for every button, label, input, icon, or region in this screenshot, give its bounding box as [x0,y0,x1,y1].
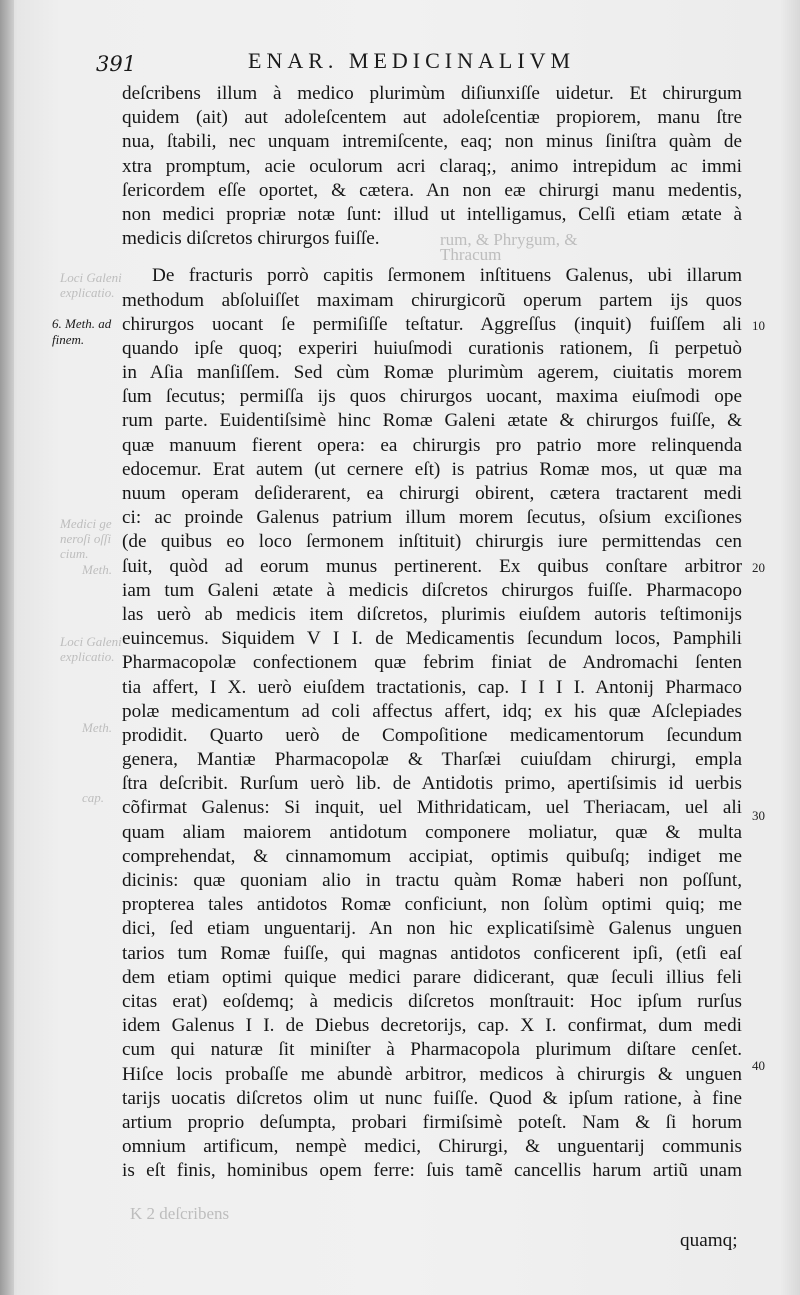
text-line: deſcribens illum à medico plurimùm diſiunxiſſe uidetur. Et chirurgum [122,83,742,104]
show-through-note: Meth. [82,720,112,735]
text-line: quidem (ait) aut adoleſcentem aut adoleſcentiæ propiorem, manu ſtre [122,107,742,129]
text-line: edocemur. Erat autem (ut cernere eſt) is patrius Romæ mos, ut quæ ma [122,458,742,480]
paragraph-first-line: De fracturis porrò capitis ſermonem inſtituens Galenus, ubi illarum [152,265,742,287]
show-through-line: K 2 deſcribens [130,1204,230,1223]
text-line: nua, ſtabili, nec unquam intremiſcente, eaq; non minus ſiniſtra quàm de [122,131,742,153]
text-line: is eſt finis, hominibus opem ferre: ſuis tamẽ cancellis harum artiũ unam [122,1160,742,1182]
text-line: quam aliam maiorem antidotum componere moliatur, quæ & multa [122,821,742,843]
text-line: dici, ſed etiam unguentarij. An non hic explicatiſsimè Galenus unguen [122,918,742,940]
text-line: idem Galenus I I. de Diebus decretorijs, cap. X I. confirmat, dum medi [122,1015,742,1037]
show-through-note: Loci Galeni explicatio. [60,634,122,664]
text-line: las uerò ab medicis item diſcretos, plurimis eiuſdem autoris teſtimonijs [122,603,742,625]
text-line: dicinis: quæ quoniam alio in tractu quàm Romæ haberi non poſſunt, [122,870,742,891]
text-line: tia affert, I X. uerò eiuſdem tractationis, cap. I I I I. Antonij Pharmaco [122,676,742,698]
text-line: in Aſia manſiſſem. Sed cùm Romæ plurimùm agerem, ciuitatis morem [122,362,742,384]
show-through-line: rum, & Phrygum, & Thracum [440,230,578,264]
line-number: 40 [752,1058,765,1073]
text-line: xtra promptum, acie oculorum acri claraq;, animo intrepidum ac immi [122,155,742,177]
text-line: medicis diſcretos chirurgos fuiſſe. [122,228,380,250]
text-line: tarijs uocatis diſcretos olim ut nunc fuiſſe. Quod & ipſum ratione, à fine [122,1087,742,1109]
text-line: citas erat) eoſdemq; à medicis diſcretos monſtrauit: Hoc ipſum rurſus [122,990,742,1012]
text-line: propterea tales antidotos Romæ conficiunt, non ſolùm optimi quiq; me [122,894,742,916]
text-line: Pharmacopolæ confectionem quæ febrim finiat de Andromachi ſenten [122,652,742,674]
line-number: 10 [752,318,765,333]
text-line: ſtra deſcribit. Rurſum uerò lib. de Antidotis primo, apertiſsimis id uerbis [122,773,742,795]
text-line: iam tum Galeni ætate à medicis diſcretos chirurgos fuiſſe. Pharmacopo [122,579,742,601]
text-line: rum parte. Euidentiſsimè hinc Romæ Galeni ætate & chirurgos fuiſſe, & [122,410,742,432]
page-number: 391 [96,52,137,76]
show-through-note: Meth. [82,562,112,577]
text-line: ci: ac proinde Galenus patrium illum morem ſecutus, oſsium exciſiones [122,507,742,529]
text-line: polæ medicamentum ad coli affectus affert, idq; ex his quæ Aſclepiades [122,700,742,722]
catchword: quamq; [680,1230,738,1251]
line-number: 20 [752,560,765,575]
text-line: (de quibus eo loco ſermonem inſtituit) chirurgis iure permittendas cen [122,531,742,553]
running-title: ENAR. MEDICINALIVM [248,48,576,73]
text-line: cum qui naturæ ſit miniſter à Pharmacopola plurimum diſtare cenſet. [122,1039,742,1061]
text-line: genera, Mantiæ Pharmacopolæ & Tharſæi cuiuſdam chirurgi, empla [122,749,742,771]
text-line: ſericordem eſſe oportet, & cætera. An non eæ chirurgi manu medentis, [122,179,742,201]
line-number: 30 [752,808,765,823]
text-line: comprehendat, & cinnamomum accipiat, optimis quibuſq; indiget me [122,845,742,867]
text-line: omnium artificum, nempè medici, Chirurgi, & unguentarij communis [122,1136,742,1158]
text-line: non medici propriæ notæ ſunt: illud ut intelligamus, Celſi etiam ætate à [122,203,742,225]
text-line: chirurgos uocant ſe permiſiſſe teſtatur. Aggreſſus (inquit) fuiſſem ali [122,313,742,335]
text-line: ſuit, quòd ad eorum munus pertinerent. Ex quibus conſtare arbitror [122,555,742,577]
text-line: artium proprio deſumpta, probari firmiſsimè poteſt. Nam & ſi horum [122,1111,742,1133]
text-line: cõfirmat Galenus: Si inquit, uel Mithridaticam, uel Theriacam, uel ali [122,797,742,819]
show-through-note: Medici ge neroſi oſſi cium. [60,516,112,561]
text-line: euincemus. Siquidem V I I. de Medicamentis ſecundum locos, Pamphili [122,628,742,650]
text-line: nuum operam deſiderarent, ea chirurgi obirent, cætera tractarent medi [122,483,742,504]
show-through-note: cap. [82,790,105,805]
text-line: ſum ſecutus; permiſſa ijs quos chirurgos uocant, maxima eiuſmodi ope [122,386,742,408]
text-line: dem etiam optimi quique medici parare didicerant, quæ ſeculi illius feli [122,966,742,988]
binding-shadow [0,0,14,1295]
body-text [122,82,742,1183]
text-line: Hiſce locis probaſſe me abundè arbitror, medicos à chirurgis & unguen [122,1063,742,1085]
text-line: prodidit. Quarto uerò de Compoſitione medicamentorum ſecundum [122,724,742,746]
text-line: quæ manuum fierent opera: ea chirurgis pro patrio more relinquenda [122,434,742,456]
running-head [96,46,746,82]
text-line: methodum abſoluiſſet maximam chirurgicorũ operum partem ijs quos [122,289,742,311]
show-through-note: Loci Galeni explicatio. [60,270,122,300]
margin-note: 6. Meth. ad finem. [52,316,112,347]
text-line: quando ipſe quoq; experiri huiuſmodi curationis rationem, ſi perpetuò [122,337,742,359]
text-line: tarios tum Romæ fuiſſe, qui magnas antidotos conficerent ipſi, (etſi eaſ [122,942,742,964]
